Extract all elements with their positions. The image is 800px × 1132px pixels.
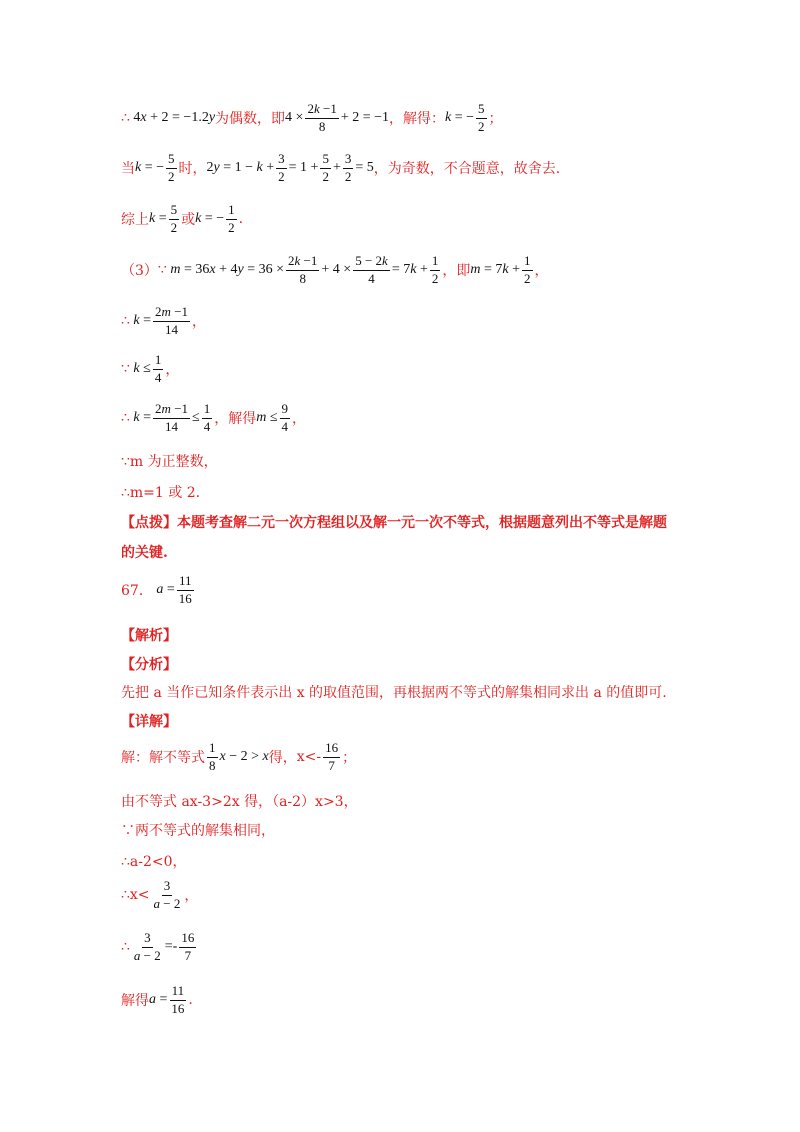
variable-k: k (445, 110, 452, 126)
line-fenxi-text (121, 682, 667, 702)
text-when: 当 (121, 161, 135, 178)
text-is-even: 为偶数，即 (215, 111, 286, 128)
line-m-positive (121, 451, 218, 471)
line-m-bound: ∴ k = $\frac{2m -1}{14}$ ≤ $\frac{1}{4}$ ，解得 m ≤ $\frac{9}{4}$ ， (121, 401, 307, 434)
fraction: $\frac{1}{2}$ (431, 253, 439, 286)
punctuation: ， (165, 362, 180, 379)
fraction: $\frac{5}{2}$ (322, 151, 329, 184)
fraction: $\frac{5 - 2k}{4}$ (355, 253, 388, 286)
line-k-expression: ∴ k = $\frac{2m -1}{14}$ ， (121, 304, 207, 337)
line-check-case: 当 k = − $\frac{5}{2}$ 时， 2y = 1 − k + $\frac{3}{2}$ = 1 + $\frac{5}{2}$ + $\frac{3}{2}$ = 5 ，为奇数，不合题意，故舍去. (121, 151, 561, 184)
fraction: $\frac{3}{2}$ (344, 151, 352, 184)
line-comment-2 (121, 542, 168, 562)
line-k-bound: ∵ k ≤ $\frac{1}{4}$ ， (121, 352, 180, 385)
punctuation: ， (534, 263, 549, 280)
fenxi-label: 【分析】 (121, 657, 177, 673)
fraction: $\frac{3}{2}$ (278, 151, 285, 184)
text-x-lt: ∴x< (121, 887, 150, 904)
equation: 4x + 2 = −1.2y (129, 110, 216, 126)
because-symbol: ∵ (157, 262, 167, 279)
text-same-solution: ∵两不等式的解集相同， (121, 823, 275, 839)
equation: 2y = 1 − k + (206, 160, 275, 176)
punctuation: ， (184, 888, 199, 905)
text-m-values: ∴m=1 或 2. (121, 485, 201, 501)
equation: + 2 = −1 (340, 110, 390, 126)
text-a-minus-2: ∴a-2<0， (121, 854, 187, 870)
fraction: $\frac{1}{2}$ (524, 253, 531, 286)
text-solve: ，解得： (389, 111, 446, 128)
line-x-lt-fraction (121, 879, 198, 912)
fraction: $\frac{16}{7}$ (325, 740, 339, 773)
fenxi-text: 先把 a 当作已知条件表示出 x 的取值范围，再根据两不等式的解集相同求出 a 的值即可. (121, 685, 667, 701)
line-solve-ineq1: 解：解不等式 $\frac{1}{8}$ x − 2 > x 得， x<- $\frac{16}{7}$ ； (121, 740, 357, 773)
punctuation: . (188, 992, 193, 1009)
fraction: $\frac{1}{8}$ (209, 740, 216, 773)
line-comment-1 (121, 512, 667, 532)
fraction: $\frac{16}{7}$ (181, 930, 195, 963)
fraction: $\frac{1}{4}$ (203, 401, 211, 434)
text-odd-reject: ，为奇数，不合题意，故舍去. (373, 161, 561, 178)
fraction: $\frac{1}{4}$ (154, 352, 162, 385)
fraction: $\frac{2m -1}{14}$ (155, 401, 189, 434)
text-ji: ，即 (442, 263, 471, 280)
text-solve: ，解得 (214, 411, 257, 428)
therefore-symbol: ∴ (121, 939, 130, 956)
fraction: $\frac{5}{2}$ (170, 202, 178, 235)
analysis-label: 【解析】 (121, 628, 177, 644)
punctuation: ， (192, 314, 207, 331)
punctuation: ； (488, 111, 503, 128)
line-detail-label (121, 711, 177, 731)
text-summary: 综上 (121, 212, 149, 229)
line-q67-answer: 67． a = $\frac{11}{16}$ (121, 573, 192, 606)
line-final: 解得 a = $\frac{11}{16}$ . (121, 983, 193, 1016)
text-m-positive: ∵m 为正整数， (121, 454, 218, 470)
part-label: （3） (121, 263, 158, 280)
line-m-values (121, 482, 200, 502)
punctuation: ； (342, 750, 357, 767)
text-solution: 解：解不等式 (121, 750, 205, 767)
line-even-condition: ∴ 4x + 2 = −1.2y 为偶数，即 4 × $\frac{2k -1}{8}$ + 2 = −1 ，解得： k = − $\frac{5}{2}$ ； (121, 101, 503, 134)
punctuation: ， (292, 411, 307, 428)
fraction: $\frac{9}{4}$ (281, 401, 289, 434)
line-ineq2 (121, 791, 358, 811)
text-ineq2: 由不等式 ax-3>2x 得，（a-2）x>3， (121, 794, 358, 810)
therefore-symbol: ∴ (121, 110, 130, 127)
line-analysis-label (121, 625, 177, 645)
comment-label: 【点拨】 (121, 515, 177, 531)
punctuation: . (238, 211, 244, 228)
line-equation-a: ∴ $\frac{3}{a - 2}$ =- $\frac{16}{7}$ (121, 930, 195, 963)
comment-text: 的关键. (121, 545, 168, 561)
fraction: $\frac{5}{2}$ (478, 101, 485, 134)
text-x-lt: x<- (296, 749, 322, 766)
detail-label: 【详解】 (121, 714, 177, 730)
line-same-solution (121, 820, 275, 840)
fraction: $\frac{2m -1}{14}$ (155, 304, 189, 337)
fraction: $\frac{2k -1}{8}$ (307, 101, 337, 134)
fraction: $\frac{1}{2}$ (228, 202, 235, 235)
line-part3: （3） ∵ m = 36x + 4y = 36 × $\frac{2k -1}{8}$ + 4 × $\frac{5 - 2k}{4}$ = 7k + $\frac{1}{2}$ ，即 m = 7k + $\frac{1}{2}$ ， (121, 253, 549, 286)
therefore-symbol: ∴ (121, 313, 130, 330)
fraction: $\frac{5}{2}$ (168, 151, 175, 184)
text-shi: 时， (178, 161, 207, 178)
line-a-minus-2 (121, 851, 187, 871)
therefore-symbol: ∴ (121, 410, 130, 427)
because-symbol: ∵ (121, 361, 130, 378)
line-summary: 综上 k = $\frac{5}{2}$ 或 k = − $\frac{1}{2}$ . (121, 202, 244, 235)
fraction: $\frac{3}{a - 2}$ (153, 878, 181, 911)
question-number: 67． (121, 583, 153, 600)
text-solved: 解得 (121, 993, 149, 1010)
equation: 4 × (285, 110, 304, 126)
text-de: 得， (268, 750, 297, 767)
text-or: 或 (181, 212, 196, 229)
comment-text: 本题考查解二元一次方程组以及解一元一次不等式，根据题意列出不等式是解题 (177, 515, 667, 531)
fraction: $\frac{3}{a - 2}$ (133, 930, 161, 963)
fraction: $\frac{11}{16}$ (171, 983, 185, 1016)
line-fenxi-label (121, 654, 177, 674)
fraction: $\frac{2k -1}{8}$ (288, 253, 318, 286)
fraction: $\frac{11}{16}$ (178, 573, 192, 606)
